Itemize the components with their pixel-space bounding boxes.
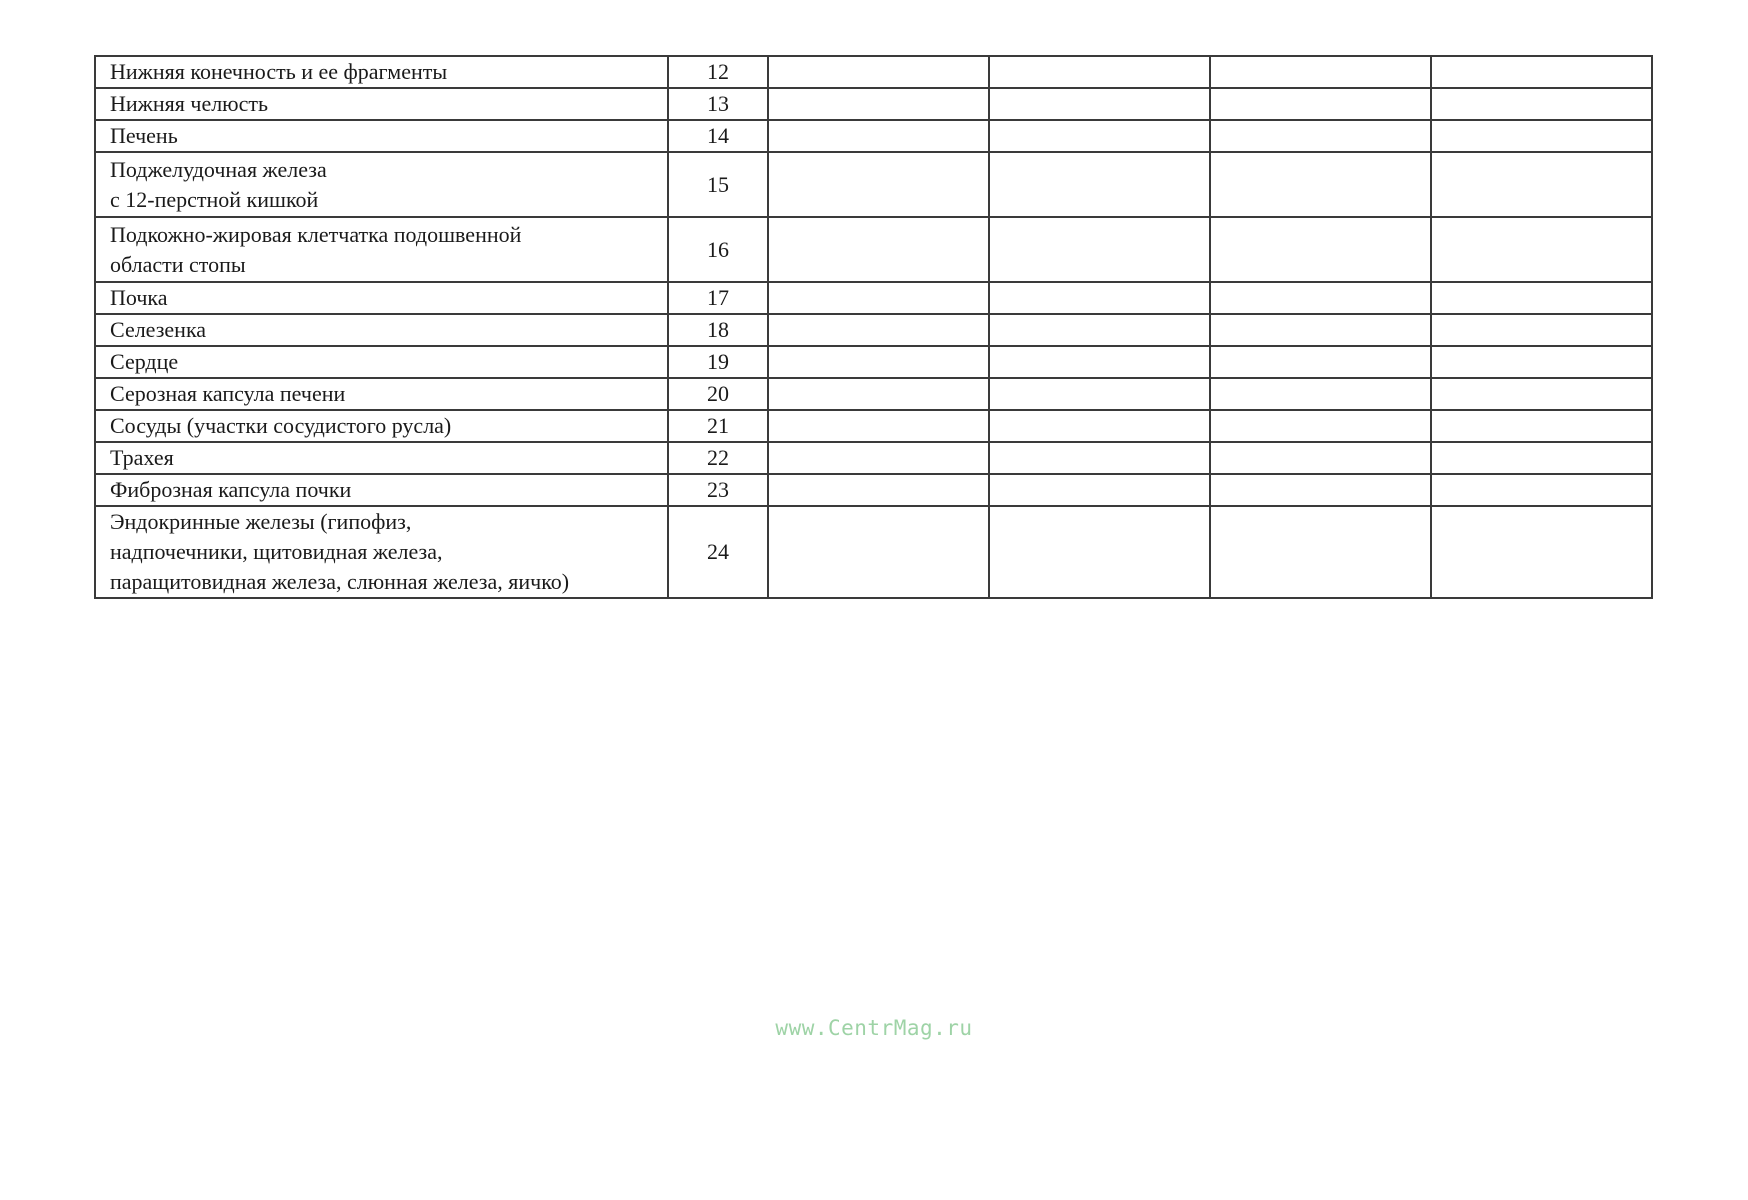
empty-cell [989,314,1210,346]
organ-name-cell [95,378,668,410]
organ-name-cell [95,442,668,474]
organ-name: Печень [110,123,178,148]
organ-name: Трахея [110,445,174,470]
table-row [95,442,1652,474]
organ-name: Сердце [110,349,179,374]
empty-cell [1210,410,1431,442]
empty-cell [1210,282,1431,314]
empty-cell [768,346,989,378]
organ-name: Фиброзная капсула почки [110,477,352,502]
row-number: 12 [668,56,768,88]
row-number: 22 [668,442,768,474]
table-row [95,282,1652,314]
empty-cell [768,88,989,120]
empty-cell [1210,120,1431,152]
empty-cell [1210,56,1431,88]
watermark-text: www.CentrMag.ru [775,1016,973,1040]
empty-cell [1210,442,1431,474]
table-row [95,410,1652,442]
empty-cell [1210,474,1431,506]
empty-cell [1431,282,1652,314]
table-row [95,152,1652,217]
row-number: 14 [668,120,768,152]
organ-name-cell [95,474,668,506]
table-row [95,314,1652,346]
row-number: 24 [668,506,768,598]
row-number: 21 [668,410,768,442]
organ-name-cell [95,314,668,346]
empty-cell [1431,410,1652,442]
empty-cell [768,314,989,346]
empty-cell [1431,378,1652,410]
row-number: 23 [668,474,768,506]
empty-cell [1210,378,1431,410]
organ-name: Подкожно-жировая клетчатка подошвенной области стопы [110,221,522,277]
row-number: 20 [668,378,768,410]
organ-name: Нижняя конечность и ее фрагменты [110,59,448,84]
empty-cell [768,217,989,282]
empty-cell [989,120,1210,152]
empty-cell [1431,152,1652,217]
empty-cell [989,442,1210,474]
empty-cell [1210,346,1431,378]
empty-cell [768,506,989,598]
organ-name-cell [95,282,668,314]
empty-cell [989,282,1210,314]
table-row [95,474,1652,506]
empty-cell [989,410,1210,442]
organ-name-cell [95,410,668,442]
organ-table [94,55,1653,599]
organ-name-cell [95,506,668,598]
empty-cell [1431,474,1652,506]
empty-cell [768,474,989,506]
empty-cell [1431,120,1652,152]
organ-table-body [95,56,1652,598]
organ-name-cell [95,152,668,217]
empty-cell [768,410,989,442]
organ-name-cell [95,217,668,282]
row-number: 16 [668,217,768,282]
table-row [95,88,1652,120]
empty-cell [1210,217,1431,282]
organ-name: Почка [110,285,168,310]
empty-cell [989,56,1210,88]
empty-cell [989,506,1210,598]
empty-cell [1210,152,1431,217]
organ-name-cell [95,56,668,88]
organ-name: Поджелудочная железа с 12-перстной кишкой [110,156,327,212]
empty-cell [768,282,989,314]
table-row [95,506,1652,598]
table-row [95,217,1652,282]
organ-name-cell [95,88,668,120]
empty-cell [768,442,989,474]
empty-cell [768,152,989,217]
row-number: 17 [668,282,768,314]
empty-cell [989,88,1210,120]
organ-name: Сосуды (участки сосудистого русла) [110,413,452,438]
organ-name: Серозная капсула печени [110,381,346,406]
empty-cell [1210,506,1431,598]
empty-cell [1431,346,1652,378]
organ-name-cell [95,346,668,378]
empty-cell [1431,217,1652,282]
empty-cell [989,378,1210,410]
row-number: 18 [668,314,768,346]
empty-cell [1431,56,1652,88]
row-number: 19 [668,346,768,378]
empty-cell [1210,88,1431,120]
empty-cell [989,474,1210,506]
table-row [95,120,1652,152]
empty-cell [1431,314,1652,346]
row-number: 13 [668,88,768,120]
empty-cell [989,217,1210,282]
empty-cell [1210,314,1431,346]
table-row [95,56,1652,88]
empty-cell [768,378,989,410]
organ-name: Эндокринные железы (гипофиз, надпочечники, щитовидная железа, паращитовидная железа, слюнная железа, яичко) [110,509,570,594]
empty-cell [1431,88,1652,120]
row-number: 15 [668,152,768,217]
empty-cell [768,56,989,88]
organ-name-cell [95,120,668,152]
organ-name: Нижняя челюсть [110,91,269,116]
table-row [95,346,1652,378]
organ-name: Селезенка [110,317,207,342]
empty-cell [989,346,1210,378]
empty-cell [989,152,1210,217]
empty-cell [1431,506,1652,598]
empty-cell [1431,442,1652,474]
empty-cell [768,120,989,152]
table-row [95,378,1652,410]
